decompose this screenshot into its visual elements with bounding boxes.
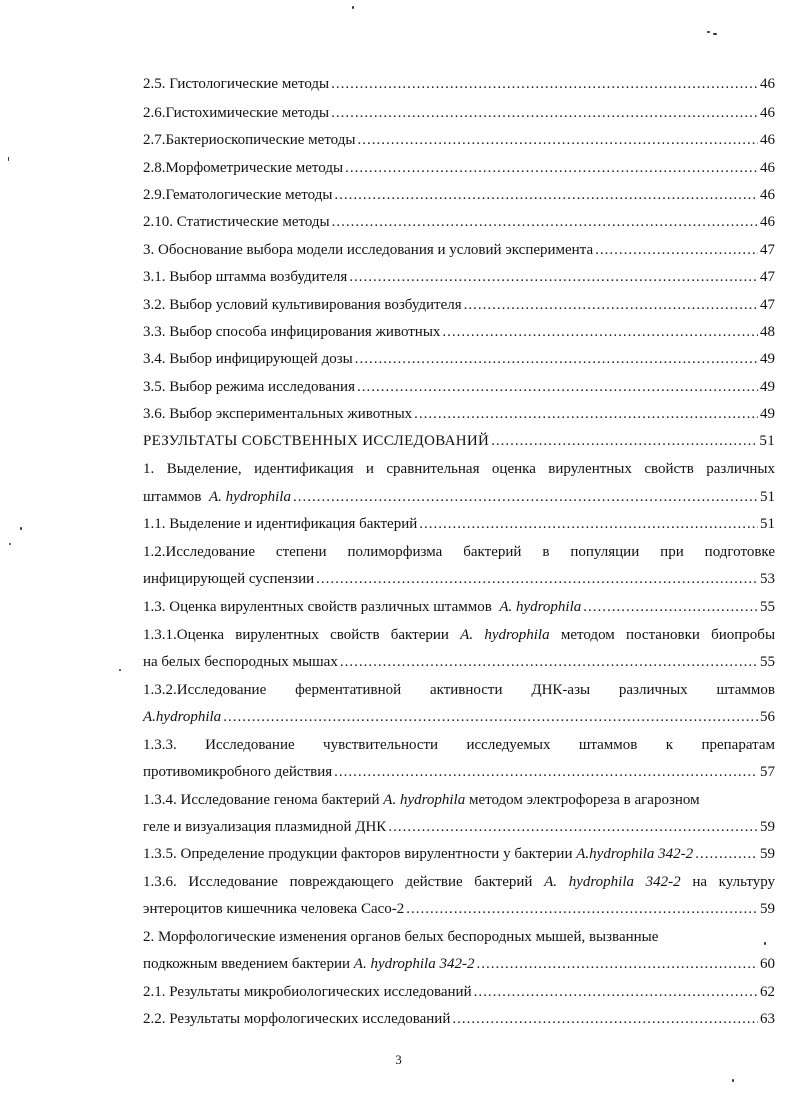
toc-entry-line1: 2. Морфологические изменения органов белых беспородных мышей, вызванные [143, 929, 659, 945]
toc-entry-page: 57 [760, 764, 775, 780]
toc-entry-page: 46 [760, 160, 775, 176]
toc-entry-title: штаммов [143, 489, 202, 505]
toc-entry [143, 350, 775, 368]
toc-entry-page: 46 [760, 132, 775, 148]
toc-entry-line1-rest: на культуру [692, 874, 776, 890]
toc-entry [143, 159, 775, 177]
toc-entry-title: 3.5. Выбор режима исследования [143, 379, 355, 395]
toc-entry [143, 131, 775, 149]
toc-entry-title: энтероцитов кишечника человека Caco-2 [143, 901, 405, 917]
toc-entry [143, 323, 775, 341]
toc-entry [143, 845, 775, 863]
toc-entry [143, 681, 775, 699]
toc-entry-title: 2.5. Гистологические методы [143, 76, 330, 92]
scan-speck [8, 157, 9, 161]
toc-entry-title: подкожным введением бактерии [143, 956, 351, 972]
toc-entry-page: 46 [760, 105, 775, 121]
toc-entry-line1: 1.2.Исследование степени полиморфизма бактерий в популяции при подготовке [143, 544, 775, 560]
toc-entry-page: 46 [760, 187, 775, 203]
toc-entry [143, 598, 775, 616]
toc-entry-title: 1.3. Оценка вирулентных свойств различных штаммов [143, 599, 492, 615]
toc-entry-title: 3.2. Выбор условий культивирования возбудителя [143, 297, 462, 313]
toc-entry-cont [143, 653, 775, 671]
toc-entry-page: 47 [760, 269, 775, 285]
toc-entry-title: инфицирующей суспензии [143, 571, 315, 587]
toc-entry-cont [143, 570, 775, 588]
toc-entry-title: 1.3.5. Определение продукции факторов вирулентности у бактерии [143, 846, 573, 862]
toc-entry-cont [143, 488, 775, 506]
toc-entry-page: 51 [760, 516, 775, 532]
toc-entry-cont [143, 763, 775, 781]
scan-speck [9, 543, 11, 545]
toc-entry-line1: 1.3.2.Исследование ферментативной активности ДНК-азы различных штаммов [143, 682, 775, 698]
toc-entry-page: 59 [760, 901, 775, 917]
toc-entry [143, 104, 775, 122]
scan-speck [707, 31, 710, 33]
toc-entry [143, 241, 775, 259]
toc-entry-cont [143, 955, 775, 973]
toc-entry-page: 49 [760, 351, 775, 367]
toc-entry [143, 75, 775, 93]
toc-entry [143, 791, 755, 809]
toc-entry-title: 3.4. Выбор инфицирующей дозы [143, 351, 353, 367]
toc-entry-page: 55 [760, 599, 775, 615]
toc-entry-page: 51 [759, 433, 775, 449]
scan-speck [764, 942, 766, 945]
toc-entry [143, 460, 775, 478]
toc-entry-title: 2.6.Гистохимические методы [143, 105, 330, 121]
toc-entry [143, 543, 775, 561]
toc-entry-page: 47 [760, 242, 775, 258]
toc-entry-page: 55 [760, 654, 775, 670]
toc-entry-title: противомикробного действия [143, 764, 333, 780]
toc-entry-page: 53 [760, 571, 775, 587]
species-name: A.hydrophila 342-2 [576, 846, 694, 862]
toc-entry-title: РЕЗУЛЬТАТЫ СОБСТВЕННЫХ ИССЛЕДОВАНИЙ [143, 433, 490, 449]
toc-entry-page: 49 [760, 406, 775, 422]
toc-entry-title: геле и визуализация плазмидной ДНК [143, 819, 387, 835]
toc-entry [143, 296, 775, 314]
toc-entry [143, 873, 775, 891]
toc-entry-page: 47 [760, 297, 775, 313]
toc-entry-page: 48 [760, 324, 775, 340]
toc-entry [143, 736, 775, 754]
species-name: A. hydrophila 342-2 [544, 874, 681, 890]
toc-entry-page: 46 [760, 214, 775, 230]
toc-entry-page: 60 [760, 956, 775, 972]
scan-speck [119, 669, 121, 671]
toc-entry-page: 51 [760, 489, 775, 505]
toc-entry-title: 2.8.Морфометрические методы [143, 160, 344, 176]
toc-entry-line1-rest: методом электрофореза в агарозном [468, 792, 700, 808]
toc-entry-title: 2.7.Бактериоскопические методы [143, 132, 356, 148]
species-name: A. hydrophila [383, 792, 466, 808]
toc-entry-line1: 1.3.6. Исследование повреждающего действие бактерий [143, 874, 533, 890]
toc-entry [143, 186, 775, 204]
toc-entry-line1-rest: методом постановки биопробы [560, 627, 776, 643]
toc-entry-cont [143, 818, 775, 836]
species-name: A. hydrophila [499, 599, 582, 615]
toc-entry-cont [143, 708, 775, 726]
toc-entry-page: 62 [760, 984, 775, 1000]
toc-entry-title: 2.1. Результаты микробиологических исследований [143, 984, 472, 1000]
toc-entry [143, 405, 775, 423]
species-name: A.hydrophila [143, 709, 222, 725]
toc-entry-title: 2.9.Гематологические методы [143, 187, 333, 203]
scan-speck [732, 1079, 734, 1082]
toc-entry-title: 1.1. Выделение и идентификация бактерий [143, 516, 418, 532]
toc-entry-page: 49 [760, 379, 775, 395]
toc-entry-page: 59 [760, 819, 775, 835]
toc-section-heading [143, 432, 775, 450]
toc-entry-line1: 1.3.4. Исследование генома бактерий [143, 792, 380, 808]
toc-entry-title: 2.2. Результаты морфологических исследований [143, 1011, 451, 1027]
toc-entry-page: 59 [760, 846, 775, 862]
toc-entry [143, 268, 775, 286]
scan-speck [352, 6, 354, 9]
toc-entry-cont [143, 900, 775, 918]
species-name: A. hydrophila [209, 489, 291, 505]
toc-entry [143, 213, 775, 231]
toc-entry-title: 3.6. Выбор экспериментальных животных [143, 406, 413, 422]
toc-entry-page: 63 [760, 1011, 775, 1027]
toc-entry-title: 3.1. Выбор штамма возбудителя [143, 269, 348, 285]
toc-entry-line1: 1.3.3. Исследование чувствительности исследуемых штаммов к препаратам [143, 737, 775, 753]
toc-entry-title: на белых беспородных мышах [143, 654, 338, 670]
toc-entry-title: 3.3. Выбор способа инфицирования животных [143, 324, 441, 340]
toc-entry-title: 3. Обоснование выбора модели исследования и условий эксперимента [143, 242, 594, 258]
toc-entry [143, 928, 713, 946]
toc-entry [143, 515, 775, 533]
species-name: A. hydrophila [460, 627, 550, 643]
toc-entry [143, 1010, 775, 1028]
page-number: 3 [395, 1052, 402, 1067]
toc-entry-page: 56 [760, 709, 775, 725]
toc-entry [143, 983, 775, 1001]
scan-speck [713, 33, 717, 35]
toc-entry [143, 378, 775, 396]
species-name: A. hydrophila 342-2 [353, 956, 475, 972]
toc-entry [143, 626, 775, 644]
toc-entry-page: 46 [760, 76, 775, 92]
toc-entry-title: 2.10. Статистические методы [143, 214, 330, 230]
toc-entry-line1: 1. Выделение, идентификация и сравнительная оценка вирулентных свойств различных [143, 461, 775, 477]
toc-entry-line1: 1.3.1.Оценка вирулентных свойств бактерии [143, 627, 449, 643]
scan-speck [20, 527, 22, 530]
